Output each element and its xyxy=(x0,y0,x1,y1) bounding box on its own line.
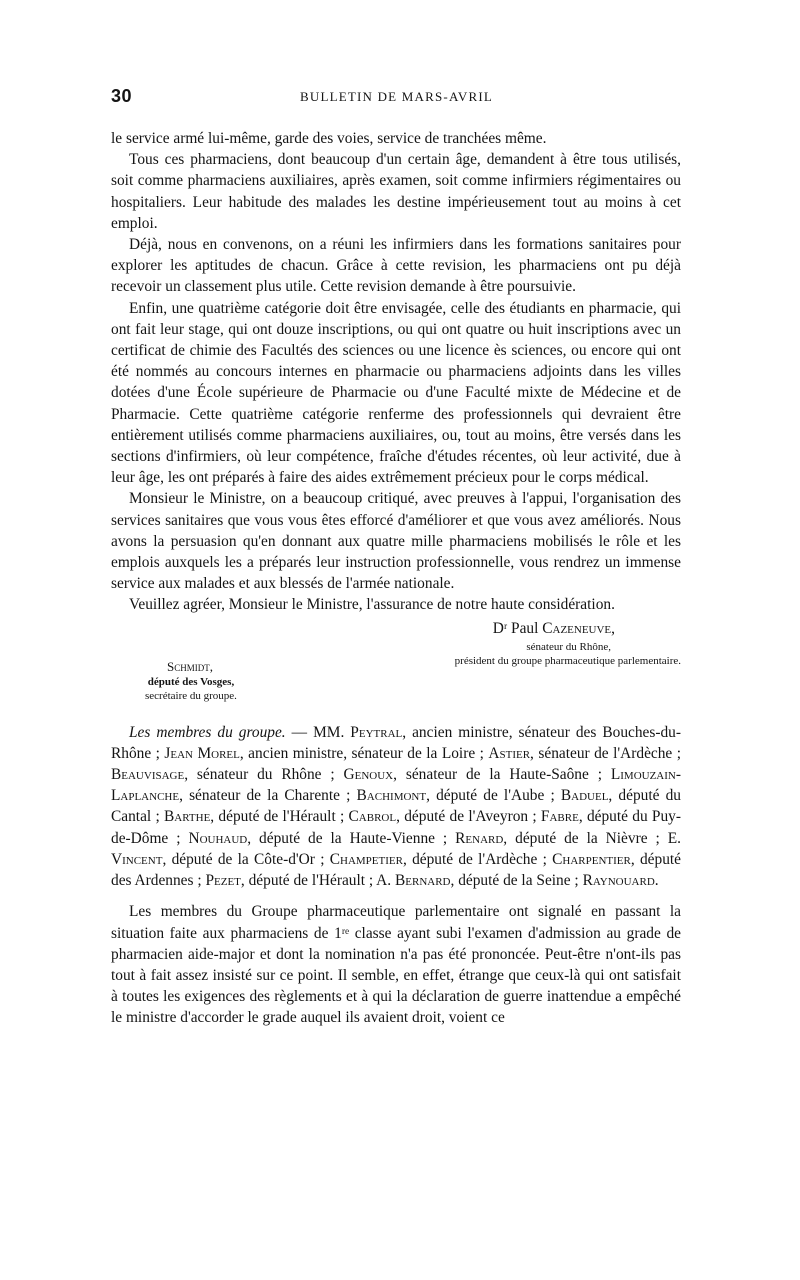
paragraph: Enfin, une quatrième catégorie doit être envisagée, celle des étudiants en pharmacie, qui ont fait leur stage, qui ont douze inscriptions, ou qui ont quatre ou huit inscriptions avec un certificat de chimie des Facultés des sciences ou une licence ès sciences, ou encore qui ont été nommés au concours internes en pharmacie ou pharmaciens adjoints dans les villes dotées d'une École supérieure de Pharmacie ou d'une Faculté mixte de Médecine et de Pharmacie. Cette quatrième catégorie renferme des professionnels qui devraient être entièrement utilisés comme pharmaciens auxiliaires, ou, tout au moins, être versés dans les sections d'infirmiers, où leur compétence, fraîche d'études récentes, où leur activité, due à leur âge, les ont préparés à faire des aides extrêmement précieux pour le corps médical. xyxy=(111,299,681,487)
member-name: Genoux, xyxy=(343,766,397,784)
signatory-name xyxy=(455,618,681,640)
signatory-role: président du groupe pharmaceutique parlementaire. xyxy=(454,654,681,667)
member-name: Astier, xyxy=(488,744,534,762)
signatory-title-name: Dʳ Paul xyxy=(492,619,543,637)
member-name: Bernard, xyxy=(395,872,455,890)
member-name: Raynouard. xyxy=(582,872,659,890)
member-name: Peytral, xyxy=(350,723,407,741)
member-role: sénateur de l'Ardèche ; xyxy=(533,744,682,762)
member-name: Barthe, xyxy=(164,808,215,826)
member-role: député de l'Aube ; xyxy=(429,787,561,805)
page-number: 30 xyxy=(111,86,133,106)
signatory-role: sénateur du Rhône, xyxy=(526,640,611,653)
member-name: Limouzain-Laplanche, xyxy=(111,766,681,805)
member-role: député de la Haute-Vienne ; xyxy=(251,829,456,847)
member-role: sénateur du Rhône ; xyxy=(188,766,344,784)
paragraph: Tous ces pharmaciens, dont beaucoup d'un certain âge, demandent à être tous utilisés, soit comme pharmaciens auxiliaires, après examen, soit comme infirmiers régimentaires ou hospitaliers. Leur habitude des malades les destine impérieusement tout au moins à cet emploi. xyxy=(111,151,681,232)
member-role: député du Cantal ; xyxy=(111,787,681,826)
signatory-surname: Cazeneuve, xyxy=(542,619,615,637)
member-role: député de l'Aveyron ; xyxy=(399,808,541,826)
member-role: député de la Seine ; xyxy=(454,872,583,890)
member-name: Pezet, xyxy=(205,872,245,890)
body-text xyxy=(111,128,681,1029)
paragraph: Monsieur le Ministre, on a beaucoup critiqué, avec preuves à l'appui, l'organisation des services sanitaires que vous vous êtes efforcé d'améliorer et que vous avez améliorés. Nous avons la persuasion qu'en donnant aux quatre mille pharmaciens mobilisés le rôle et les emplois auxquels les a préparés leur instruction professionnelle, vous rendrez un immense service aux malades et aux blessés de l'armée nationale. xyxy=(111,490,681,593)
member-name: Bachimont, xyxy=(356,787,430,805)
secondary-signatory-role: secrétaire du groupe. xyxy=(145,689,237,702)
secondary-signatory-name: Schmidt, xyxy=(167,658,213,674)
member-role: ancien ministre, sénateur des Bouches-du-Rhône ; xyxy=(111,723,682,762)
member-name: Vincent, xyxy=(111,850,167,868)
member-role: sénateur de la Charente ; xyxy=(182,787,357,805)
secondary-signature xyxy=(145,658,237,703)
member-name: Jean Morel, xyxy=(164,744,244,762)
member-role: sénateur de la Haute-Saône ; xyxy=(396,766,611,784)
spacer xyxy=(111,891,681,901)
members-intro-dash: — MM. xyxy=(285,723,351,741)
page-header xyxy=(0,86,800,112)
member-name: Renard, xyxy=(455,829,508,847)
member-role: député de l'Hérault ; A. xyxy=(244,872,395,890)
member-name: Charpentier, xyxy=(552,850,635,868)
member-name: Nouhaud, xyxy=(188,829,252,847)
members-list xyxy=(111,722,681,892)
member-role: député de la Nièvre ; E. xyxy=(507,829,681,847)
member-role: député de la Côte-d'Or ; xyxy=(166,850,330,868)
member-role: député de l'Ardèche ; xyxy=(406,850,553,868)
closing-paragraph: Les membres du Groupe pharmaceutique parlementaire ont signalé en passant la situation faite aux pharmaciens de 1ʳᵉ classe ayant subi l'examen d'admission au grade de pharmacien aide-major et dont la nomination n'a pas été prononcée. Peut-être n'ont-ils pas tout à fait assez insisté sur ce point. Il semble, en effet, étrange que ceux-là qui ont satisfait à toutes les exigences des règlements et à qui la déclaration de guerre inattendue a empêché le ministre d'accorder le grade auquel ils avaient droit, voient ce xyxy=(111,903,681,1027)
paragraph: Déjà, nous en convenons, on a réuni les infirmiers dans les formations sanitaires pour explorer les aptitudes de chacun. Grâce à cette revision, les pharmaciens ont pu déjà recevoir un classement plus utile. Cette revision demande à être poursuivie. xyxy=(111,236,681,296)
paragraph: Veuillez agréer, Monsieur le Ministre, l'assurance de notre haute considération. xyxy=(129,596,615,614)
members-intro: Les membres du groupe. xyxy=(129,723,286,741)
member-role: député de l'Hérault ; xyxy=(214,808,349,826)
member-name: Cabrol, xyxy=(348,808,400,826)
running-head: BULLETIN DE MARS-AVRIL xyxy=(300,89,493,104)
member-role: ancien ministre, sénateur de la Loire ; xyxy=(243,744,489,762)
member-name: Fabre, xyxy=(540,808,583,826)
signature-block xyxy=(111,618,681,718)
member-name: Baduel, xyxy=(560,787,613,805)
main-signature xyxy=(455,618,681,668)
member-name: Champetier, xyxy=(329,850,407,868)
member-role: député des Ardennes ; xyxy=(111,850,681,890)
paragraph: le service armé lui-même, garde des voies, service de tranchées même. xyxy=(111,130,547,147)
member-name: Beauvisage, xyxy=(111,766,189,784)
member-role: député du Puy-de-Dôme ; xyxy=(111,808,681,847)
secondary-signatory-role: député des Vosges, xyxy=(147,675,235,688)
